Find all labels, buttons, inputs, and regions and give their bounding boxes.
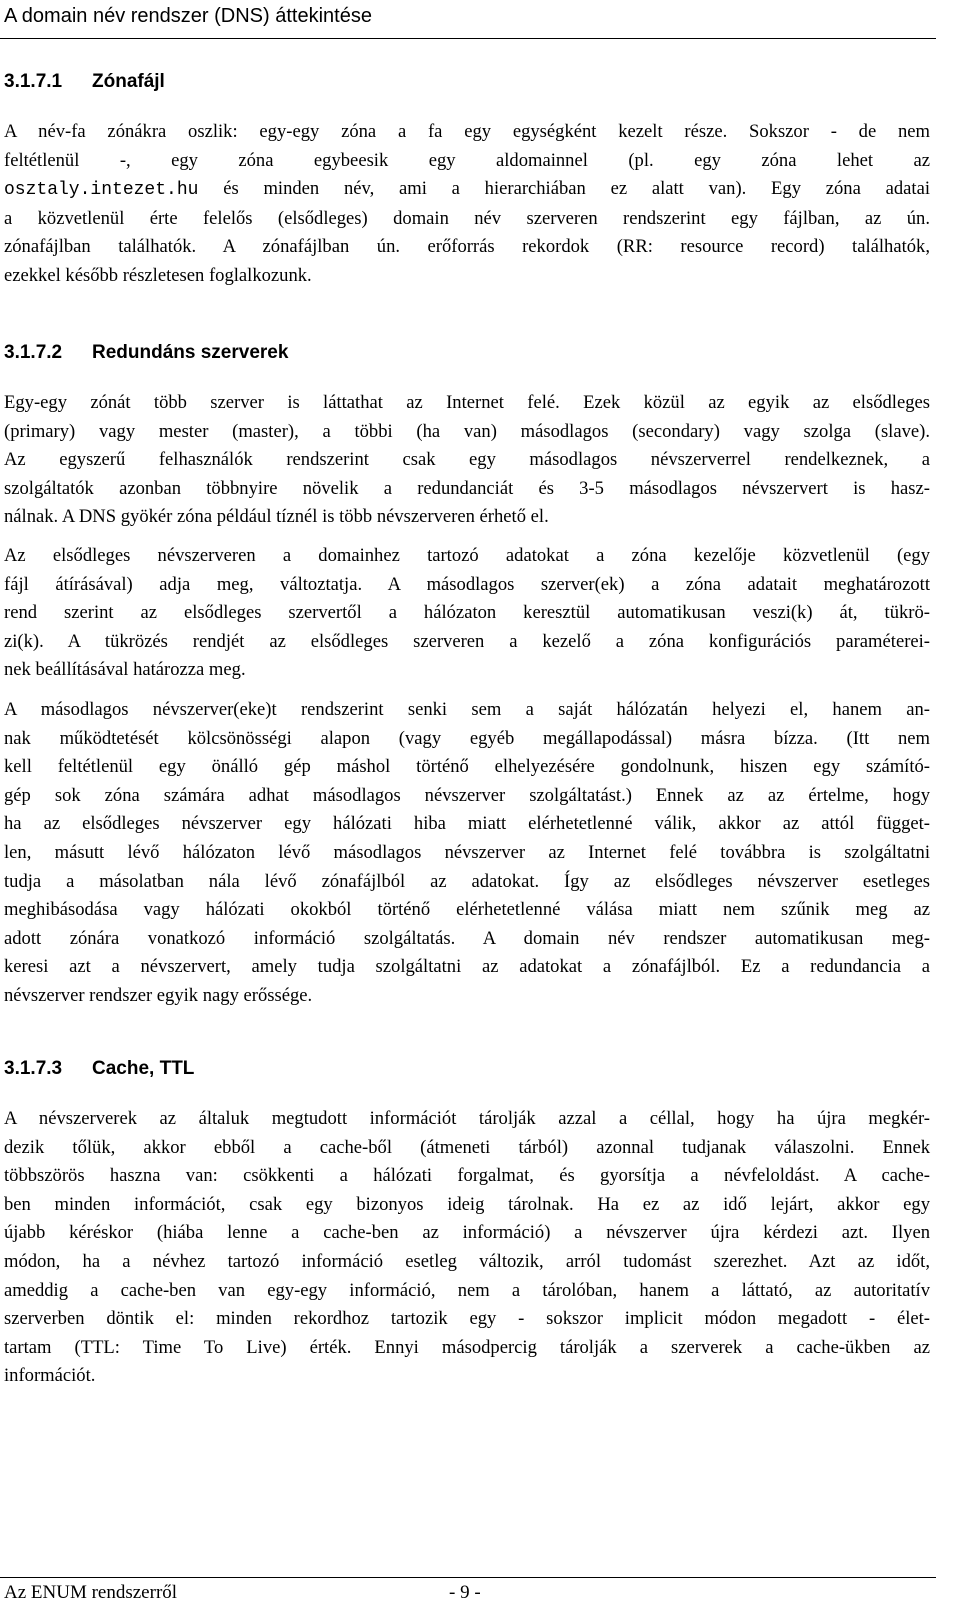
text-line: fájl átírásával) adja meg, változtatja. A másodlagos szerver(ek) a zóna adatait meghatározott xyxy=(4,573,930,595)
text-line: újabb kéréskor (hiába lenne a cache-ben az információ) a névszerver újra kérdezi azt. Ilyen xyxy=(4,1222,930,1244)
text-line: ezekkel később részletesen foglalkozunk. xyxy=(4,264,312,286)
text-line: meghibásodása vagy hálózati okokból történő elérhetetlenné válása miatt nem szűnik meg az xyxy=(4,899,930,921)
text-line: ben minden információt, csak egy bizonyos ideig tárolnak. Ha ez az idő lejárt, akkor egy xyxy=(4,1193,930,1215)
section-heading xyxy=(4,1057,194,1081)
section-number: 3.1.7.3 xyxy=(4,1058,63,1079)
text-line: módon, ha a névhez tartozó információ esetleg változik, arról tudomást szerezhet. Azt az időt, xyxy=(4,1250,930,1272)
section-heading xyxy=(4,70,165,94)
text-line: gép sok zóna számára adhat másodlagos névszerver szolgáltatást.) Ennek az az értelme, hogy xyxy=(4,784,930,806)
text-line: nek beállításával határozza meg. xyxy=(4,659,246,681)
paragraph xyxy=(4,118,930,291)
section-title: Redundáns szerverek xyxy=(92,342,289,363)
footer-rule xyxy=(0,1577,936,1578)
text-line: Az egyszerű felhasználók rendszerint csak egy másodlagos névszerverrel rendelkeznek, a xyxy=(4,449,930,471)
paragraph xyxy=(4,542,930,685)
text-line: kell feltétlenül egy önálló gép máshol történő elhelyezésére gondolnunk, hiszen egy számító- xyxy=(4,756,930,778)
text-line: rend szerint az elsődleges szervertől a hálózaton keresztül automatikusan veszi(k) át, tükrö- xyxy=(4,602,930,624)
section-heading xyxy=(4,341,288,365)
header-rule xyxy=(0,38,936,39)
text-line: tartam (TTL: Time To Live) érték. Ennyi másodpercig tárolják a szerverek a cache-ükben az xyxy=(4,1336,930,1358)
paragraph xyxy=(4,1105,930,1391)
text-line: A névszerverek az általuk megtudott információt tárolják azzal a céllal, hogy ha újra megkér- xyxy=(4,1108,930,1129)
text-line: (primary) vagy mester (master), a többi (ha van) másodlagos (secondary) vagy szolga (slave). xyxy=(4,420,930,442)
running-header: A domain név rendszer (DNS) áttekintése xyxy=(4,5,372,27)
text-line: ha az elsődleges névszerver egy hálózati hiba miatt elérhetetlenné válik, akkor az attól függet- xyxy=(4,813,930,835)
section-number: 3.1.7.2 xyxy=(4,342,63,363)
text-line: A másodlagos névszerver(eke)t rendszerint senki sem a saját hálózatán helyezi el, hanem an- xyxy=(4,699,930,720)
text-line: nálnak. A DNS gyökér zóna például tíznél is több névszerveren érhető el. xyxy=(4,506,549,528)
text-line: A név-fa zónákra oszlik: egy-egy zóna a fa egy egységként kezelt része. Sokszor - de nem xyxy=(4,121,930,142)
footer-title: Az ENUM rendszerről xyxy=(4,1582,178,1603)
text-line xyxy=(4,175,930,205)
text-fragment: és minden név, ami a hierarchiában ez alatt van). Egy zóna adatai xyxy=(198,178,930,200)
page-number: - 9 - xyxy=(449,1582,481,1603)
text-line: tudja a másolatban nála lévő zónafájlból az adatokat. Így az elsődleges névszerver esetleges xyxy=(4,870,930,892)
paragraph xyxy=(4,389,930,532)
text-line: Egy-egy zónát több szerver is láttathat az Internet felé. Ezek közül az egyik az elsődleges xyxy=(4,392,930,413)
text-line: Az elsődleges névszerveren a domainhez tartozó adatokat a zóna kezelője közvetlenül (egy xyxy=(4,545,930,566)
text-line: dezik tőlük, akkor ebből a cache-ből (átmeneti tárból) azonnal tudjanak válaszolni. Ennek xyxy=(4,1136,930,1158)
section-title: Zónafájl xyxy=(92,71,165,92)
text-line: többszörös haszna van: csökkenti a hálózati forgalmat, és gyorsítja a névfeloldást. A cache- xyxy=(4,1165,930,1187)
section-title: Cache, TTL xyxy=(92,1058,195,1079)
text-line: ameddig a cache-ben van egy-egy információ, nem a tárolóban, hanem a láttató, az autoritatív xyxy=(4,1279,930,1301)
text-line: szerverben döntik el: minden rekordhoz tartozik egy - sokszor implicit módon megadott - élet- xyxy=(4,1308,930,1330)
section-number: 3.1.7.1 xyxy=(4,71,63,92)
text-line: információt. xyxy=(4,1365,96,1387)
text-line: zónafájlban találhatók. A zónafájlban ún. erőforrás rekordok (RR: resource record) találhatók, xyxy=(4,236,930,258)
paragraph xyxy=(4,696,930,1011)
text-line: adott zónára vonatkozó információ szolgáltatás. A domain név rendszer automatikusan meg- xyxy=(4,927,930,949)
text-line: len, másutt lévő hálózaton lévő másodlagos névszerver az Internet felé továbbra is szolgáltatni xyxy=(4,841,930,863)
text-line: a közvetlenül érte felelős (elsődleges) domain név szerveren rendszerint egy fájlban, az ún. xyxy=(4,207,930,229)
text-line: nak működtetését kölcsönösségi alapon (vagy egyéb megállapodással) másra bízza. (Itt nem xyxy=(4,727,930,749)
running-footer xyxy=(4,1580,936,1606)
text-line: feltétlenül -, egy zóna egybeesik egy aldomainnel (pl. egy zóna lehet az xyxy=(4,149,930,171)
text-line: szolgáltatók azonban többnyire növelik a redundanciát és 3-5 másodlagos névszervert is hasz- xyxy=(4,477,930,499)
domain-example: osztaly.intezet.hu xyxy=(4,180,199,201)
text-line: névszerver rendszer egyik nagy erőssége. xyxy=(4,984,313,1006)
text-line: zi(k). A tükrözés rendjét az elsődleges szerveren a kezelő a zóna konfigurációs paraméterei- xyxy=(4,630,930,652)
text-line: keresi azt a névszervert, amely tudja szolgáltatni az adatokat a zónafájlból. Ez a redundancia a xyxy=(4,956,930,978)
